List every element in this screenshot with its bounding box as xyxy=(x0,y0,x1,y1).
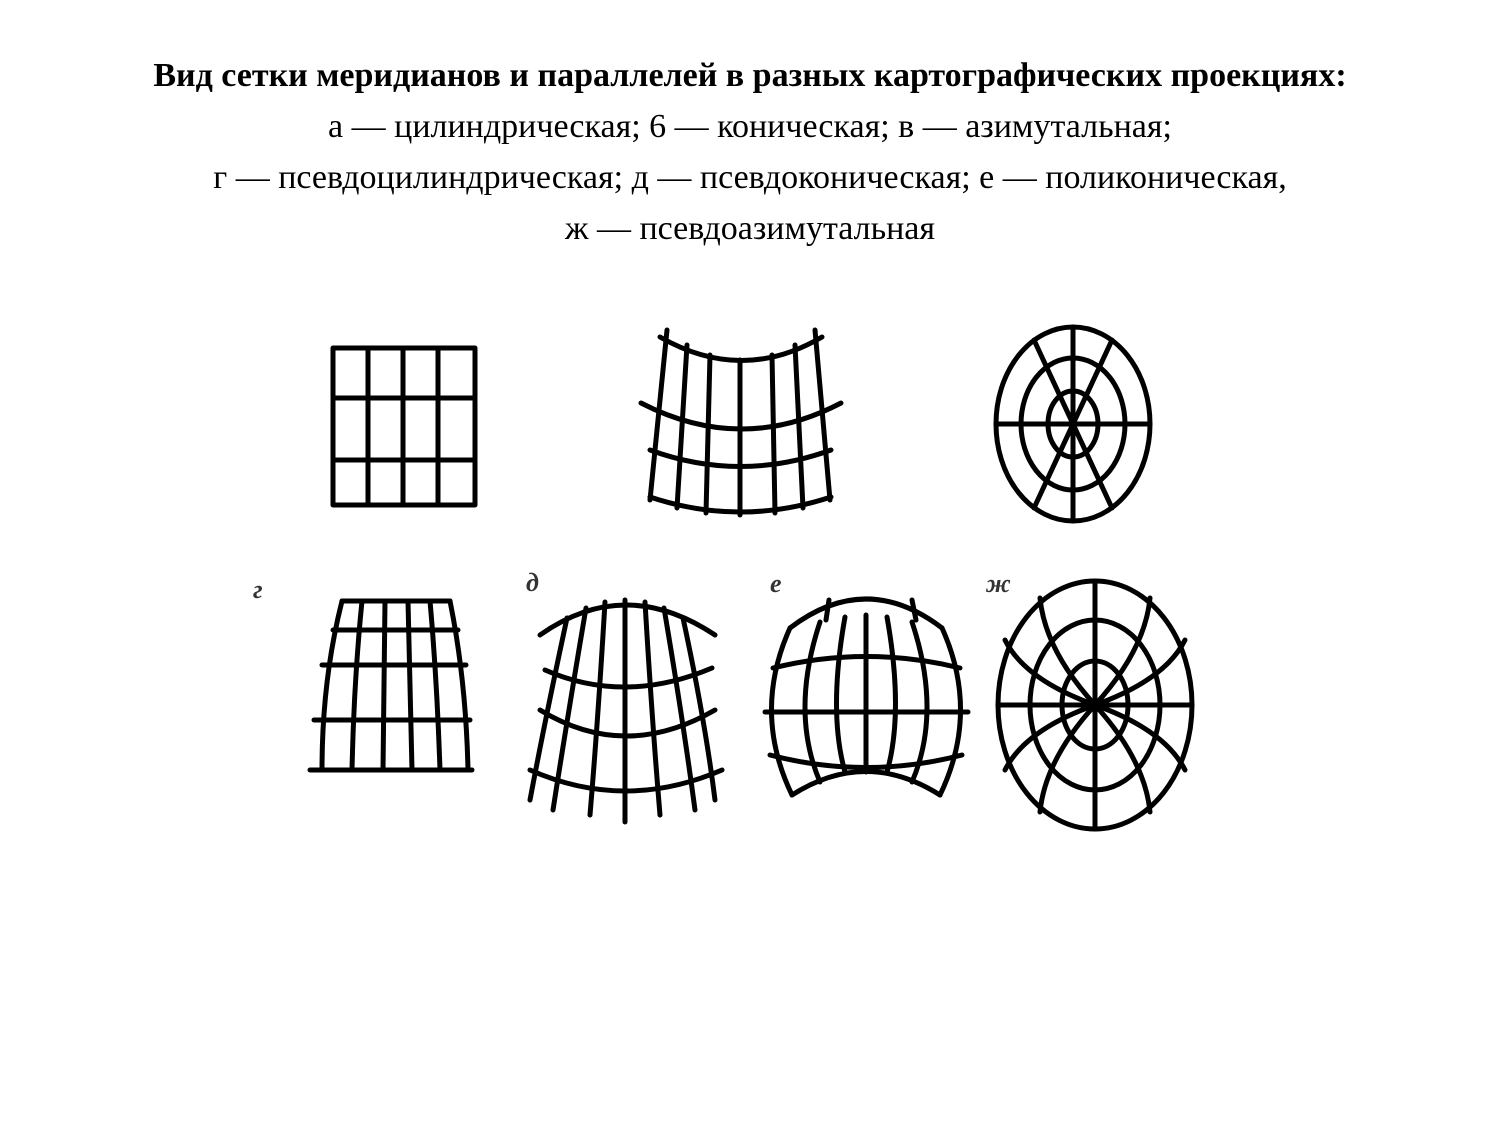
caption-title: Вид сетки меридианов и параллелей в разных картографических проекциях: xyxy=(153,57,1347,94)
caption-line-1: а — цилиндрическая; 6 — коническая; в — азимутальная; xyxy=(328,108,1172,145)
cylindrical-grid xyxy=(333,348,475,505)
caption-line-2: г — псевдоцилиндрическая; д — псевдоконическая; е — поликоническая, xyxy=(213,159,1287,196)
label-e: е xyxy=(770,569,782,598)
polyconic-grid xyxy=(765,599,968,795)
label-d: д xyxy=(526,568,539,597)
azimuthal-grid xyxy=(996,327,1150,521)
pseudoconic-grid xyxy=(530,600,722,822)
pseudoazimuthal-grid xyxy=(998,581,1192,829)
label-g: г xyxy=(253,575,263,604)
label-zh: ж xyxy=(986,569,1011,598)
pseudocylindrical-grid xyxy=(310,601,472,770)
caption-line-3: ж — псевдоазимутальная xyxy=(564,210,936,247)
conic-grid xyxy=(641,330,841,515)
